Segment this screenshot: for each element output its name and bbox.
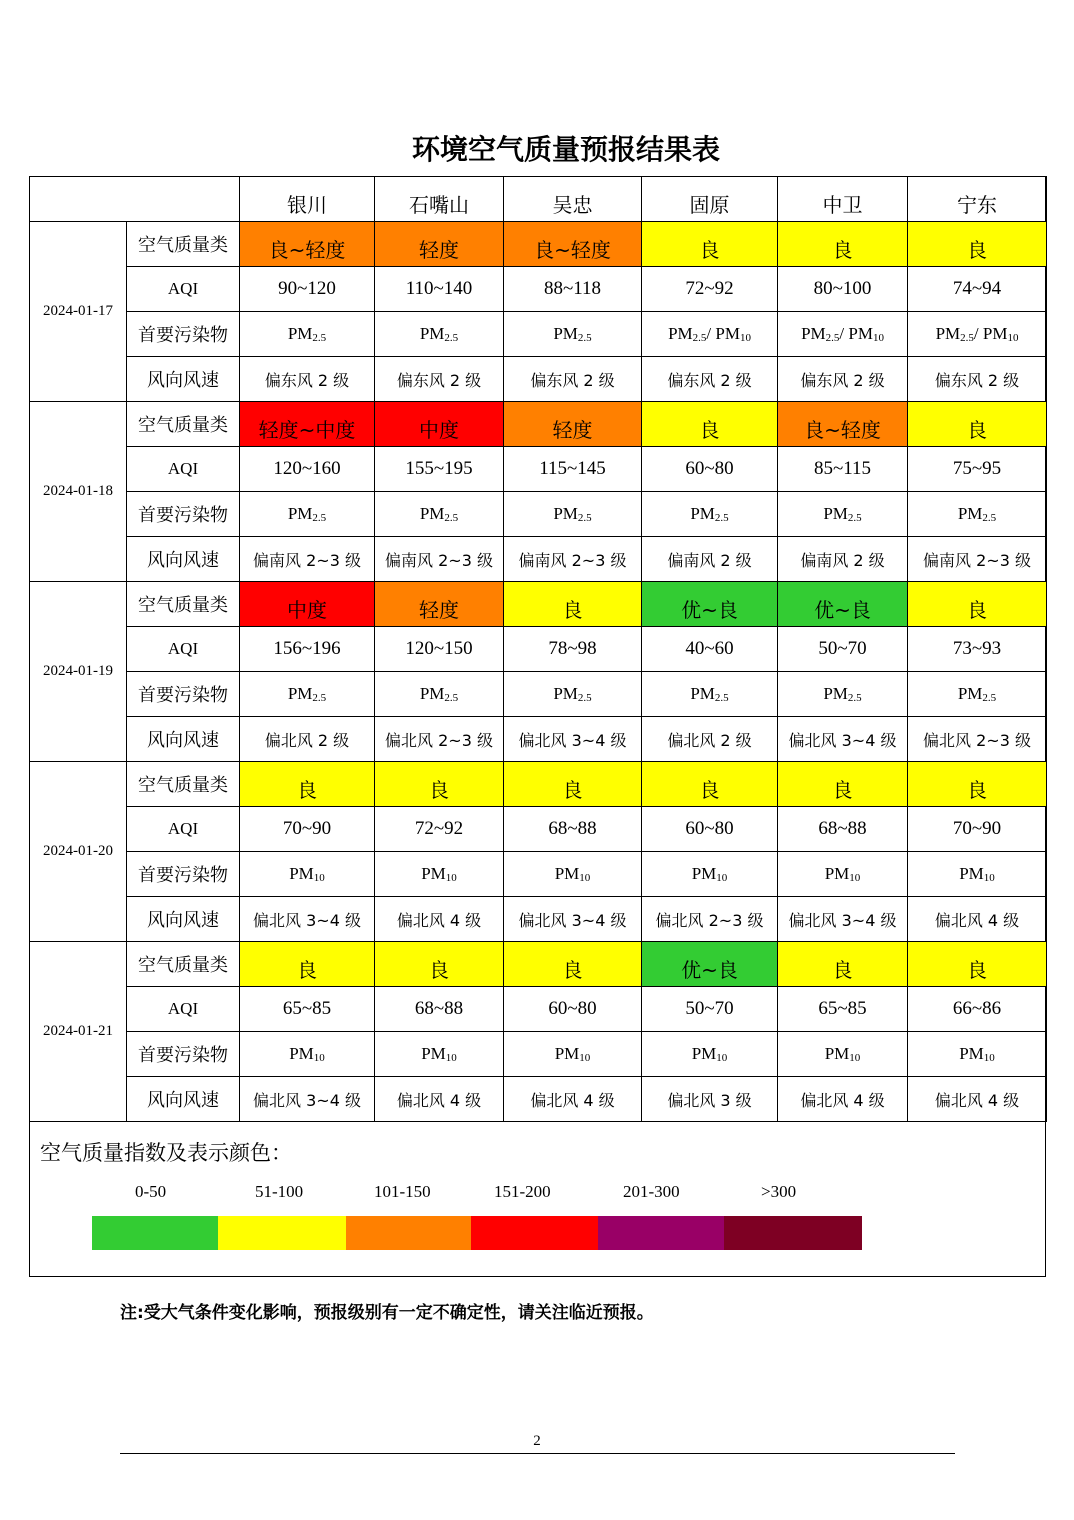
quality-cell: 中度 — [240, 582, 375, 627]
wind-cell: 偏北风 3~4 级 — [504, 717, 642, 762]
date-cell: 2024-01-18 — [30, 402, 127, 582]
row-label-pollutant: 首要污染物 — [127, 312, 240, 357]
pollutant-subscript: 2.5 — [444, 512, 459, 524]
pollutant-subscript: 10 — [313, 872, 325, 884]
pollutant-subscript: 10 — [445, 1052, 457, 1064]
row-label-quality: 空气质量类 — [127, 762, 240, 807]
aqi-cell: 110~140 — [375, 267, 504, 312]
table-row — [30, 537, 1047, 582]
wind-cell: 偏北风 4 级 — [908, 1077, 1047, 1122]
pollutant-subscript: 2.5 — [825, 332, 840, 344]
pollutant-cell — [375, 672, 504, 717]
pollutant-name: PM — [287, 324, 313, 343]
pollutant-cell — [778, 312, 908, 357]
aqi-cell: 120~160 — [240, 447, 375, 492]
pollutant-cell — [908, 672, 1047, 717]
quality-cell: 良 — [504, 942, 642, 987]
pollutant-name: PM — [690, 504, 715, 523]
city-header: 宁东 — [908, 177, 1047, 222]
wind-cell: 偏北风 2~3 级 — [642, 897, 778, 942]
pollutant-subscript: 2.5 — [312, 512, 327, 524]
document-title: 环境空气质量预报结果表 — [411, 133, 720, 166]
wind-cell: 偏北风 2~3 级 — [908, 717, 1047, 762]
pollutant-name: / PM — [973, 324, 1008, 343]
aqi-cell: 72~92 — [375, 807, 504, 852]
pollutant-subscript: 10 — [849, 1052, 861, 1064]
aqi-cell: 80~100 — [778, 267, 908, 312]
pollutant-name: PM — [419, 324, 445, 343]
quality-cell: 良 — [240, 762, 375, 807]
pollutant-name: PM — [553, 504, 578, 523]
wind-cell: 偏北风 4 级 — [908, 897, 1047, 942]
pollutant-name: PM — [957, 504, 983, 523]
pollutant-name: PM — [959, 864, 984, 883]
pollutant-subscript: 2.5 — [982, 512, 997, 524]
quality-cell: 良 — [375, 942, 504, 987]
pollutant-name: PM — [554, 864, 580, 883]
aqi-cell: 156~196 — [240, 627, 375, 672]
row-label-pollutant: 首要污染物 — [127, 852, 240, 897]
header-row — [30, 177, 1047, 222]
aqi-cell: 60~80 — [642, 447, 778, 492]
pollutant-name: / PM — [706, 324, 740, 343]
aqi-cell: 90~120 — [240, 267, 375, 312]
pollutant-subscript: 10 — [872, 332, 884, 344]
wind-cell: 偏东风 2 级 — [778, 357, 908, 402]
pollutant-subscript: 2.5 — [714, 692, 729, 704]
pollutant-name: PM — [419, 684, 445, 703]
pollutant-name: PM — [690, 684, 715, 703]
date-cell: 2024-01-19 — [30, 582, 127, 762]
row-label-wind: 风向风速 — [127, 1077, 240, 1122]
quality-cell: 良 — [642, 762, 778, 807]
quality-cell: 轻度~中度 — [240, 402, 375, 447]
row-label-aqi: AQI — [127, 807, 240, 852]
pollutant-subscript: 10 — [983, 872, 995, 884]
legend-color-swatch — [598, 1216, 724, 1250]
wind-cell: 偏南风 2 级 — [778, 537, 908, 582]
pollutant-cell — [240, 1032, 375, 1077]
pollutant-cell — [908, 492, 1047, 537]
legend-color-swatch — [724, 1216, 862, 1250]
quality-cell: 良~轻度 — [778, 402, 908, 447]
row-label-quality: 空气质量类 — [127, 582, 240, 627]
table-row — [30, 267, 1047, 312]
quality-cell: 良 — [908, 402, 1047, 447]
pollutant-cell — [778, 852, 908, 897]
row-label-wind: 风向风速 — [127, 717, 240, 762]
quality-cell: 良 — [240, 942, 375, 987]
pollutant-subscript: 2.5 — [847, 692, 862, 704]
pollutant-cell — [504, 492, 642, 537]
pollutant-name: PM — [935, 324, 961, 343]
city-header: 石嘴山 — [375, 177, 504, 222]
table-row — [30, 627, 1047, 672]
pollutant-cell — [642, 492, 778, 537]
pollutant-subscript: 2.5 — [714, 512, 729, 524]
quality-cell: 良 — [908, 582, 1047, 627]
pollutant-subscript: 2.5 — [847, 512, 862, 524]
pollutant-subscript: 2.5 — [577, 692, 592, 704]
pollutant-subscript: 2.5 — [960, 332, 974, 344]
aqi-cell: 155~195 — [375, 447, 504, 492]
quality-cell: 中度 — [375, 402, 504, 447]
quality-cell: 优~良 — [642, 942, 778, 987]
pollutant-subscript: 2.5 — [312, 692, 327, 704]
pollutant-name: PM — [554, 1044, 580, 1063]
row-label-wind: 风向风速 — [127, 897, 240, 942]
legend-color-swatch — [471, 1216, 598, 1250]
aqi-cell: 88~118 — [504, 267, 642, 312]
quality-cell: 良 — [375, 762, 504, 807]
quality-cell: 良 — [504, 582, 642, 627]
pollutant-cell — [642, 312, 778, 357]
wind-cell: 偏北风 3~4 级 — [240, 1077, 375, 1122]
city-header: 固原 — [642, 177, 778, 222]
pollutant-name: / PM — [839, 324, 873, 343]
quality-cell: 良 — [642, 402, 778, 447]
table-row — [30, 312, 1047, 357]
pollutant-cell — [642, 1032, 778, 1077]
aqi-cell: 70~90 — [908, 807, 1047, 852]
pollutant-name: PM — [553, 684, 578, 703]
pollutant-subscript: 10 — [1007, 332, 1019, 344]
aqi-cell: 70~90 — [240, 807, 375, 852]
pollutant-name: PM — [421, 864, 446, 883]
quality-cell: 良 — [642, 222, 778, 267]
footer-divider — [120, 1453, 955, 1454]
table-row — [30, 852, 1047, 897]
aqi-cell: 85~115 — [778, 447, 908, 492]
wind-cell: 偏南风 2~3 级 — [240, 537, 375, 582]
wind-cell: 偏东风 2 级 — [240, 357, 375, 402]
aqi-cell: 40~60 — [642, 627, 778, 672]
aqi-cell: 50~70 — [778, 627, 908, 672]
pollutant-subscript: 10 — [716, 1052, 728, 1064]
pollutant-subscript: 10 — [579, 872, 591, 884]
row-label-aqi: AQI — [127, 627, 240, 672]
quality-cell: 良~轻度 — [240, 222, 375, 267]
quality-cell: 良~轻度 — [504, 222, 642, 267]
quality-cell: 良 — [778, 222, 908, 267]
pollutant-cell — [375, 852, 504, 897]
pollutant-name: PM — [824, 1044, 850, 1063]
pollutant-subscript: 10 — [983, 1052, 995, 1064]
wind-cell: 偏北风 4 级 — [778, 1077, 908, 1122]
legend-range-label: 201-300 — [623, 1182, 680, 1201]
row-label-quality: 空气质量类 — [127, 402, 240, 447]
pollutant-subscript: 10 — [739, 332, 751, 344]
pollutant-name: PM — [287, 504, 313, 523]
pollutant-cell — [778, 672, 908, 717]
city-header: 吴忠 — [504, 177, 642, 222]
city-header: 银川 — [240, 177, 375, 222]
page-number: 2 — [533, 1433, 541, 1449]
date-cell: 2024-01-17 — [30, 222, 127, 402]
pollutant-name: PM — [421, 1044, 446, 1063]
quality-cell: 轻度 — [375, 582, 504, 627]
quality-cell: 优~良 — [642, 582, 778, 627]
pollutant-subscript: 10 — [716, 872, 728, 884]
wind-cell: 偏南风 2~3 级 — [375, 537, 504, 582]
wind-cell: 偏北风 3~4 级 — [504, 897, 642, 942]
pollutant-name: PM — [824, 864, 850, 883]
pollutant-name: PM — [287, 684, 313, 703]
wind-cell: 偏南风 2~3 级 — [504, 537, 642, 582]
aqi-cell: 65~85 — [778, 987, 908, 1032]
aqi-cell: 120~150 — [375, 627, 504, 672]
pollutant-cell — [375, 1032, 504, 1077]
quality-cell: 良 — [908, 762, 1047, 807]
pollutant-name: PM — [691, 1044, 717, 1063]
wind-cell: 偏北风 2~3 级 — [375, 717, 504, 762]
row-label-quality: 空气质量类 — [127, 222, 240, 267]
row-label-aqi: AQI — [127, 267, 240, 312]
pollutant-subscript: 10 — [445, 872, 457, 884]
table-row — [30, 357, 1047, 402]
pollutant-cell — [504, 852, 642, 897]
wind-cell: 偏北风 4 级 — [375, 1077, 504, 1122]
pollutant-name: PM — [823, 504, 848, 523]
table-row — [30, 1032, 1047, 1077]
aqi-cell: 68~88 — [504, 807, 642, 852]
pollutant-cell — [778, 492, 908, 537]
table-row — [30, 942, 1047, 987]
pollutant-subscript: 2.5 — [444, 692, 459, 704]
pollutant-name: PM — [289, 864, 314, 883]
row-label-pollutant: 首要污染物 — [127, 492, 240, 537]
table-row — [30, 582, 1047, 627]
wind-cell: 偏北风 3~4 级 — [240, 897, 375, 942]
aqi-cell: 74~94 — [908, 267, 1047, 312]
legend-color-swatch — [92, 1216, 218, 1250]
table-row — [30, 447, 1047, 492]
pollutant-subscript: 2.5 — [577, 332, 592, 344]
quality-cell: 轻度 — [504, 402, 642, 447]
wind-cell: 偏北风 3~4 级 — [778, 717, 908, 762]
aqi-cell: 50~70 — [642, 987, 778, 1032]
pollutant-name: PM — [823, 684, 848, 703]
table-row — [30, 402, 1047, 447]
table-row — [30, 897, 1047, 942]
pollutant-subscript: 10 — [313, 1052, 325, 1064]
wind-cell: 偏东风 2 级 — [908, 357, 1047, 402]
pollutant-cell — [642, 852, 778, 897]
pollutant-name: PM — [691, 864, 717, 883]
pollutant-subscript: 2.5 — [692, 332, 707, 344]
wind-cell: 偏南风 2 级 — [642, 537, 778, 582]
aqi-cell: 66~86 — [908, 987, 1047, 1032]
pollutant-subscript: 2.5 — [982, 692, 997, 704]
table-row — [30, 807, 1047, 852]
wind-cell: 偏南风 2~3 级 — [908, 537, 1047, 582]
aqi-cell: 68~88 — [778, 807, 908, 852]
pollutant-cell — [908, 312, 1047, 357]
quality-cell: 良 — [778, 942, 908, 987]
aqi-cell: 78~98 — [504, 627, 642, 672]
row-label-aqi: AQI — [127, 447, 240, 492]
pollutant-cell — [240, 852, 375, 897]
header-corner — [30, 177, 240, 222]
wind-cell: 偏东风 2 级 — [375, 357, 504, 402]
legend-range-label: 51-100 — [255, 1182, 304, 1201]
quality-cell: 良 — [908, 222, 1047, 267]
table-row — [30, 672, 1047, 717]
pollutant-cell — [504, 1032, 642, 1077]
date-cell: 2024-01-20 — [30, 762, 127, 942]
pollutant-cell — [375, 312, 504, 357]
pollutant-subscript: 2.5 — [577, 512, 592, 524]
pollutant-name: PM — [959, 1044, 984, 1063]
pollutant-subscript: 2.5 — [312, 332, 327, 344]
row-label-wind: 风向风速 — [127, 537, 240, 582]
quality-cell: 优~良 — [778, 582, 908, 627]
pollutant-cell — [240, 312, 375, 357]
pollutant-subscript: 10 — [849, 872, 861, 884]
wind-cell: 偏北风 2 级 — [642, 717, 778, 762]
quality-cell: 良 — [778, 762, 908, 807]
wind-cell: 偏北风 2 级 — [240, 717, 375, 762]
city-header: 中卫 — [778, 177, 908, 222]
pollutant-cell — [908, 1032, 1047, 1077]
table-row — [30, 1077, 1047, 1122]
aqi-cell: 115~145 — [504, 447, 642, 492]
aqi-cell: 75~95 — [908, 447, 1047, 492]
pollutant-name: PM — [801, 324, 826, 343]
legend-range-label: 0-50 — [135, 1182, 167, 1201]
pollutant-cell — [375, 492, 504, 537]
aqi-cell: 72~92 — [642, 267, 778, 312]
pollutant-name: PM — [289, 1044, 314, 1063]
table-row — [30, 717, 1047, 762]
row-label-quality: 空气质量类 — [127, 942, 240, 987]
pollutant-name: PM — [419, 504, 445, 523]
pollutant-subscript: 2.5 — [444, 332, 459, 344]
wind-cell: 偏北风 4 级 — [504, 1077, 642, 1122]
table-row — [30, 222, 1047, 267]
wind-cell: 偏北风 3 级 — [642, 1077, 778, 1122]
aqi-cell: 65~85 — [240, 987, 375, 1032]
legend-color-swatch — [346, 1216, 471, 1250]
legend-range-label: 101-150 — [374, 1182, 431, 1201]
pollutant-cell — [504, 672, 642, 717]
row-label-aqi: AQI — [127, 987, 240, 1032]
aqi-cell: 60~80 — [642, 807, 778, 852]
wind-cell: 偏东风 2 级 — [642, 357, 778, 402]
aqi-cell: 73~93 — [908, 627, 1047, 672]
disclaimer-note: 注:受大气条件变化影响，预报级别有一定不确定性，请关注临近预报。 — [120, 1303, 654, 1323]
table-row — [30, 987, 1047, 1032]
aqi-cell: 68~88 — [375, 987, 504, 1032]
forecast-table — [29, 176, 1047, 1122]
pollutant-name: PM — [957, 684, 983, 703]
aqi-cell: 60~80 — [504, 987, 642, 1032]
legend-title: 空气质量指数及表示颜色： — [40, 1141, 292, 1165]
pollutant-cell — [642, 672, 778, 717]
pollutant-cell — [240, 492, 375, 537]
row-label-pollutant: 首要污染物 — [127, 672, 240, 717]
legend-color-swatch — [218, 1216, 346, 1250]
quality-cell: 轻度 — [375, 222, 504, 267]
table-row — [30, 762, 1047, 807]
pollutant-cell — [504, 312, 642, 357]
date-cell: 2024-01-21 — [30, 942, 127, 1122]
legend-range-label: >300 — [761, 1182, 797, 1201]
pollutant-cell — [240, 672, 375, 717]
quality-cell: 良 — [908, 942, 1047, 987]
pollutant-name: PM — [668, 324, 693, 343]
pollutant-name: PM — [553, 324, 578, 343]
wind-cell: 偏北风 3~4 级 — [778, 897, 908, 942]
pollutant-cell — [778, 1032, 908, 1077]
row-label-pollutant: 首要污染物 — [127, 1032, 240, 1077]
pollutant-subscript: 10 — [579, 1052, 591, 1064]
wind-cell: 偏东风 2 级 — [504, 357, 642, 402]
row-label-wind: 风向风速 — [127, 357, 240, 402]
pollutant-cell — [908, 852, 1047, 897]
table-row — [30, 492, 1047, 537]
legend-range-label: 151-200 — [494, 1182, 551, 1201]
quality-cell: 良 — [504, 762, 642, 807]
wind-cell: 偏北风 4 级 — [375, 897, 504, 942]
